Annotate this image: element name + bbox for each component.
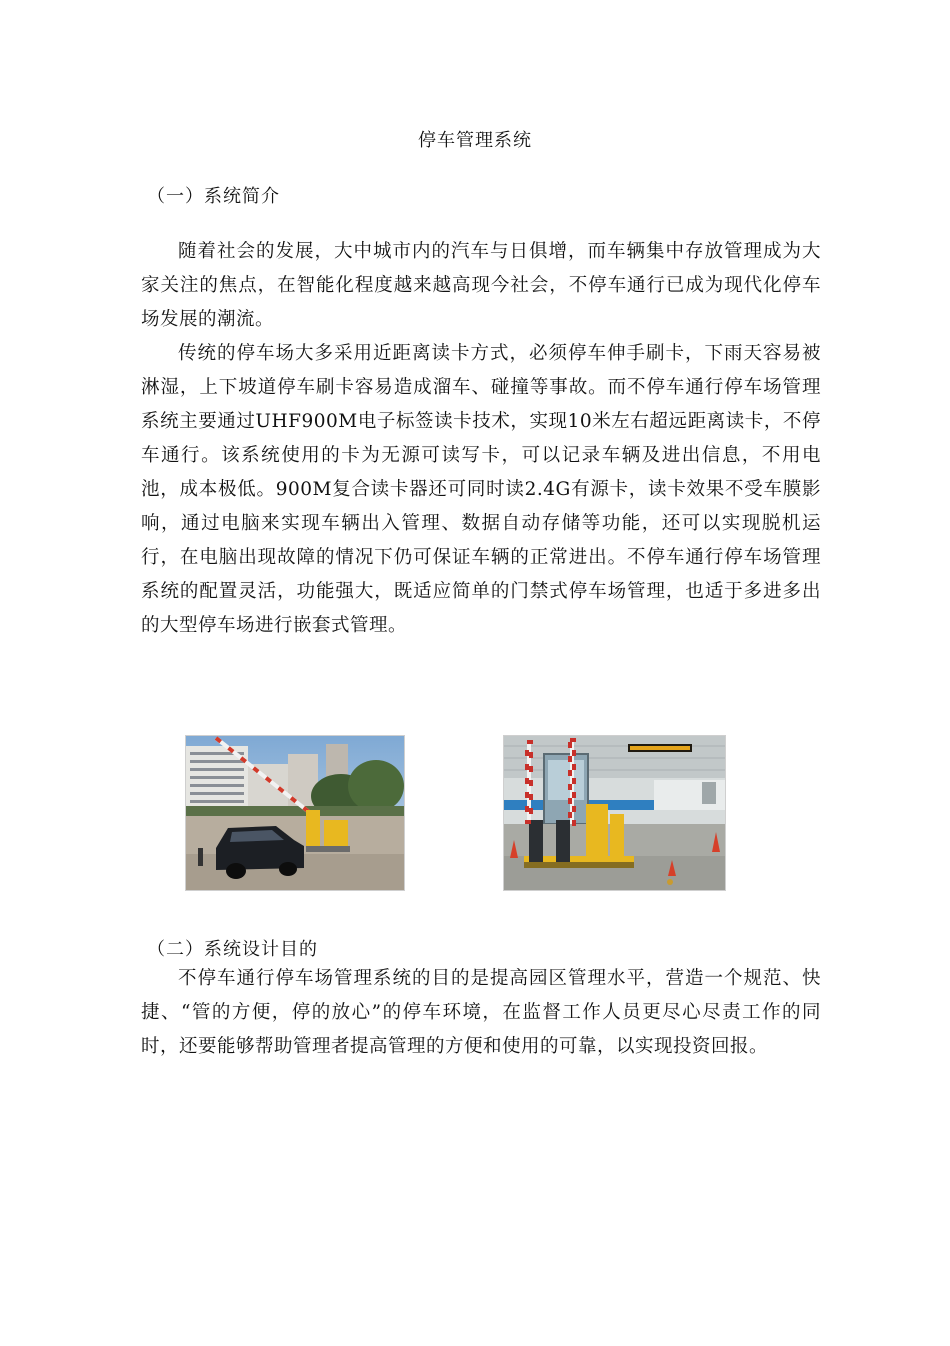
underground-parking-gate-photo	[503, 735, 726, 891]
section-heading-design-goal: （二）系统设计目的	[147, 939, 318, 960]
intro-paragraph-1: 随着社会的发展，大中城市内的汽车与日俱增，而车辆集中存放管理成为大家关注的焦点，在智能化程度越来越高现今社会，不停车通行已成为现代化停车场发展的潮流。	[141, 241, 821, 330]
section-heading-intro: （一）系统简介	[147, 186, 280, 207]
design-goal-paragraph: 不停车通行停车场管理系统的目的是提高园区管理水平，营造一个规范、快捷、“管的方便，停的放心”的停车环境，在监督工作人员更尽心尽责工作的同时，还要能够帮助管理者提高管理的方便和使用的可靠，以实现投资回报。	[141, 968, 821, 1057]
intro-paragraph-2: 传统的停车场大多采用近距离读卡方式，必须停车伸手刷卡，下雨天容易被淋湿，上下坡道停车刷卡容易造成溜车、碰撞等事故。而不停车通行停车场管理系统主要通过UHF900M电子标签读卡技术，实现10米左右超远距离读卡，不停车通行。该系统使用的卡为无源可读写卡，可以记录车辆及进出信息，不用电池，成本极低。900M复合读卡器还可同时读2.4G有源卡，读卡效果不受车膜影响，通过电脑来实现车辆出入管理、数据自动存储等功能，还可以实现脱机运行，在电脑出现故障的情况下仍可保证车辆的正常进出。不停车通行停车场管理系统的配置灵活，功能强大，既适应简单的门禁式停车场管理，也适于多进多出的大型停车场进行嵌套式管理。	[141, 343, 821, 636]
document-title: 停车管理系统	[418, 130, 532, 151]
outdoor-barrier-gate-photo	[185, 735, 405, 891]
